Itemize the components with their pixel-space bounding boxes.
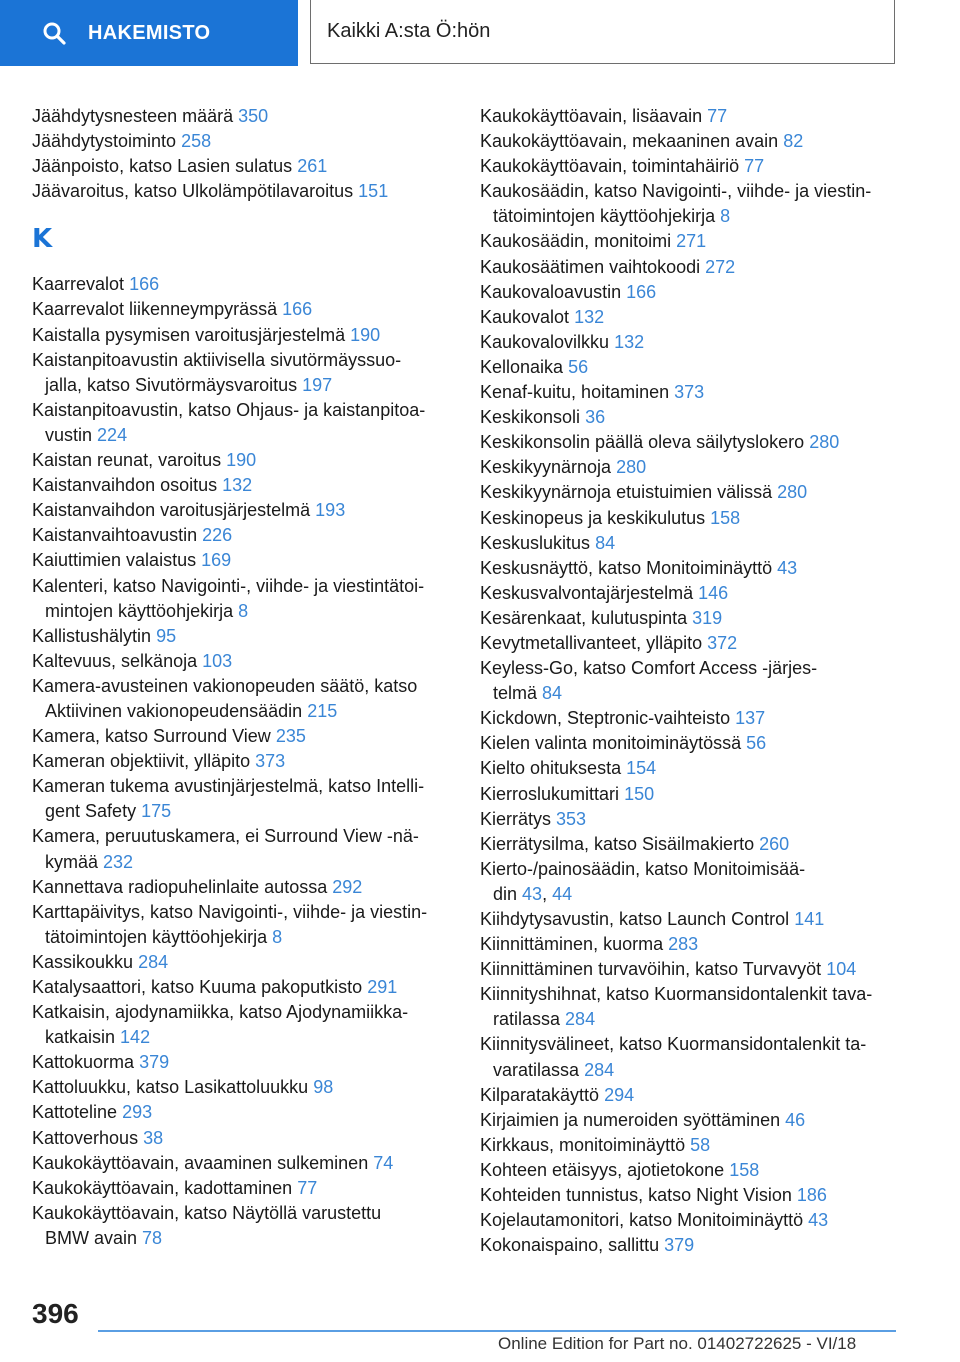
index-entry (32, 473, 452, 498)
entry-text: Kirkkaus, monitoiminäyttö (480, 1134, 686, 1155)
index-entry (32, 749, 452, 774)
entry-text: tätoimintojen käyttöohjekirja (493, 206, 716, 227)
entry-text: Jäänpoisto, katso Lasien sulatus (32, 156, 293, 177)
index-entry (480, 229, 900, 254)
entry-text: Kaukokäyttöavain, avaaminen sulkeminen (32, 1152, 369, 1173)
entry-text: Keskinopeus ja keskikulutus (480, 507, 706, 528)
entry-text: vustin (45, 424, 93, 445)
index-entry (32, 950, 452, 975)
entry-text: Kevytmetallivanteet, ylläpito (480, 632, 703, 653)
entry-text: Kattoteline (32, 1102, 118, 1123)
entry-text: Kiinnittäminen, kuorma (480, 934, 664, 955)
entry-text: tätoimintojen käyttöohjekirja (45, 926, 268, 947)
page-link[interactable]: 319 (692, 607, 723, 628)
index-entry (480, 305, 900, 330)
page-link[interactable]: 166 (282, 299, 313, 320)
index-entry (480, 932, 900, 957)
entry-text: Jäähdytystoiminto (32, 131, 177, 152)
entry-text: Kaukokäyttöavain, toimintahäiriö (480, 156, 740, 177)
index-entry (480, 104, 900, 129)
index-entry (480, 1083, 900, 1108)
page-link[interactable]: 280 (777, 482, 808, 503)
page-link[interactable]: 379 (139, 1052, 170, 1073)
entry-text: Kamera, katso Surround View (32, 726, 271, 747)
page-link[interactable]: 353 (556, 808, 587, 829)
index-entry (32, 104, 452, 129)
index-entry (480, 1208, 900, 1233)
entry-text: Kiinnityshihnat, katso Kuormansidontalenkit tava- (480, 984, 873, 1005)
entry-text: Kickdown, Steptronic-vaihteisto (480, 708, 731, 729)
entry-text: Kameran tukema avustinjärjestelmä, katso Intelli- (32, 776, 425, 797)
page-number: 396 (32, 1298, 79, 1329)
page-link[interactable]: 43 (777, 557, 798, 578)
edition-note: Online Edition for Part no. 01402722625 - VI/18 (498, 1334, 857, 1353)
index-entry (32, 975, 452, 1000)
page-link[interactable]: 197 (302, 374, 333, 395)
page-link[interactable]: 132 (222, 475, 253, 496)
entry-text: Kiihdytysavustin, katso Launch Control (480, 909, 790, 929)
index-entry (32, 574, 452, 624)
page-link[interactable]: 293 (122, 1102, 153, 1123)
page-link[interactable]: 158 (729, 1159, 760, 1180)
entry-text: Kamera-avusteinen vakionopeuden säätö, katso (32, 675, 418, 696)
index-entry (32, 1176, 452, 1201)
index-entry (480, 832, 900, 857)
entry-text: Katkaisin, ajodynamiikka, katso Ajodynamiikka- (32, 1002, 409, 1023)
index-entry (32, 498, 452, 523)
page-link[interactable]: 46 (785, 1109, 806, 1130)
entry-text: Kamera, peruutuskamera, ei Surround View -nä- (32, 826, 419, 847)
page-link[interactable]: 186 (796, 1185, 827, 1206)
page-link[interactable]: 372 (707, 632, 738, 653)
index-entry (32, 649, 452, 674)
entry-text: Kaistanpitoavustin, katso Ohjaus- ja kaistanpitoa- (32, 399, 426, 420)
entry-text: Kaukovalovilkku (480, 331, 610, 352)
page-link[interactable]: 56 (568, 356, 589, 377)
entry-text: Kierrätysilma, katso Sisäilmakierto (480, 833, 755, 854)
page-link[interactable]: 190 (350, 324, 381, 345)
entry-text: kymää (45, 851, 99, 872)
index-entry (32, 900, 452, 950)
page-link[interactable]: 36 (585, 407, 606, 428)
entry-text: Keskusnäyttö, katso Monitoiminäyttö (480, 557, 773, 578)
page-link[interactable]: 292 (332, 876, 363, 897)
page-link[interactable]: 158 (710, 507, 741, 528)
index-entry (32, 724, 452, 749)
page-link[interactable]: 74 (373, 1152, 394, 1173)
entry-text: Aktiivinen vakionopeudensäädin (45, 700, 303, 721)
page-link[interactable]: 284 (138, 951, 169, 972)
page-link[interactable]: 379 (664, 1235, 695, 1256)
index-entry (480, 355, 900, 380)
page-link[interactable]: 142 (120, 1027, 151, 1048)
index-entry (32, 1151, 452, 1176)
entry-text: Kaarrevalot (32, 274, 125, 295)
page-link[interactable]: 154 (626, 758, 657, 779)
index-entry (480, 1133, 900, 1158)
entry-text: Kokonaispaino, sallittu (480, 1235, 660, 1256)
entry-text: Kaltevuus, selkänoja (32, 650, 198, 671)
index-entry (480, 556, 900, 581)
entry-text: Kaukosäätimen vaihtokoodi (480, 256, 701, 277)
index-entry (480, 330, 900, 355)
index-entry (480, 1108, 900, 1133)
index-entry (480, 706, 900, 731)
entry-text: Keskikyynärnoja (480, 457, 612, 478)
page-link[interactable]: 235 (275, 726, 306, 747)
index-entry (480, 581, 900, 606)
page-link[interactable]: 137 (735, 708, 766, 729)
index-entry (32, 1075, 452, 1100)
entry-text: Kohteen etäisyys, ajotietokone (480, 1159, 725, 1180)
page-link[interactable]: 226 (202, 525, 233, 546)
entry-text: Keskikyynärnoja etuistuimien välissä (480, 482, 773, 503)
search-button-label: HAKEMISTO (88, 21, 211, 44)
page-link[interactable]: 8 (272, 926, 283, 947)
page-link[interactable]: 150 (624, 783, 655, 804)
footer-divider (98, 1330, 896, 1332)
index-entry (480, 656, 900, 706)
index-entry (480, 782, 900, 807)
entry-text: Kaistanvaihtoavustin (32, 525, 198, 546)
index-entry (480, 129, 900, 154)
index-entry (480, 455, 900, 480)
index-entry (32, 674, 452, 724)
page-link[interactable]: 175 (141, 801, 172, 822)
index-entry (32, 448, 452, 473)
entry-text: Kaukovaloavustin (480, 281, 622, 302)
page-link[interactable]: 261 (297, 156, 328, 177)
index-entry (480, 154, 900, 179)
entry-text: Kaukosäädin, monitoimi (480, 231, 672, 252)
page-link[interactable]: 284 (565, 1009, 596, 1030)
entry-text: ratilassa (493, 1009, 561, 1030)
entry-text: Kenaf-kuitu, hoitaminen (480, 382, 670, 403)
entry-text: Kiinnitysvälineet, katso Kuormansidontalenkit ta- (480, 1034, 867, 1055)
page-link[interactable]: 78 (142, 1227, 163, 1248)
page-link[interactable]: 43 (522, 883, 543, 904)
page-link[interactable]: 84 (595, 532, 616, 553)
index-entry (480, 1183, 900, 1208)
page-link[interactable]: 294 (604, 1084, 635, 1105)
entry-text: Kellonaika (480, 356, 564, 377)
entry-text: Katalysaattori, katso Kuuma pakoputkisto (32, 977, 363, 997)
entry-text: Kannettava radiopuhelinlaite autossa (32, 876, 328, 897)
entry-text: Kaukokäyttöavain, katso Näytöllä varustettu (32, 1202, 382, 1223)
entry-text: Kesärenkaat, kulutuspinta (480, 607, 688, 628)
index-entry (480, 506, 900, 531)
entry-text: Kaistanvaihdon osoitus (32, 475, 218, 496)
index-entry (480, 1032, 900, 1082)
page-link[interactable]: 132 (574, 306, 605, 327)
page-link[interactable]: 95 (156, 625, 177, 646)
entry-text: Karttapäivitys, katso Navigointi-, viihde- ja viestin- (32, 901, 428, 922)
index-entry (32, 348, 452, 398)
page-link[interactable]: 77 (707, 106, 728, 126)
index-entry (32, 272, 452, 297)
entry-text: Kaarrevalot liikenneympyrässä (32, 299, 278, 320)
entry-text: Kielen valinta monitoiminäytössä (480, 733, 742, 754)
page-link[interactable]: 56 (746, 733, 767, 754)
index-entry (32, 398, 452, 448)
index-entry (480, 380, 900, 405)
index-entry (32, 824, 452, 874)
entry-text: Kaukovalot (480, 306, 570, 327)
entry-text: jalla, katso Sivutörmäysvaroitus (45, 374, 298, 395)
entry-text: Kattoluukku, katso Lasikattoluukku (32, 1077, 309, 1098)
page-link[interactable]: 44 (552, 883, 573, 904)
index-entry (480, 807, 900, 832)
index-entry (480, 405, 900, 430)
index-entry (32, 154, 452, 179)
index-entry (480, 179, 900, 229)
index-column-left (32, 104, 452, 1251)
entry-text: mintojen käyttöohjekirja (45, 600, 234, 621)
entry-text: Jäähdytysnesteen määrä (32, 106, 234, 126)
entry-text: Kameran objektiivit, ylläpito (32, 751, 251, 772)
entry-text: varatilassa (493, 1059, 580, 1080)
index-entry (480, 606, 900, 631)
page-link[interactable]: 8 (238, 600, 249, 621)
index-entry (480, 1233, 900, 1258)
index-entry (32, 1201, 452, 1251)
page-link[interactable]: 284 (584, 1059, 615, 1080)
entry-text: Keyless-Go, katso Comfort Access -järjes- (480, 658, 818, 679)
page-link[interactable]: 77 (744, 156, 765, 177)
entry-text: Kattoverhous (32, 1127, 139, 1148)
entry-text: Kaukokäyttöavain, mekaaninen avain (480, 131, 779, 152)
page-link[interactable]: 166 (129, 274, 160, 295)
page-link[interactable]: 146 (698, 582, 729, 603)
entry-text: gent Safety (45, 801, 137, 822)
index-entry (32, 297, 452, 322)
entry-text: Kierto-/painosäädin, katso Monitoimisää- (480, 858, 806, 879)
entry-text: Kierroslukumittari (480, 783, 620, 804)
index-entry (480, 907, 900, 932)
page-link[interactable]: 224 (97, 424, 128, 445)
index-entry (480, 280, 900, 305)
entry-text: Kassikoukku (32, 951, 134, 972)
page-link[interactable]: 141 (794, 909, 825, 929)
entry-text: Keskikonsoli (480, 407, 581, 428)
page-link[interactable]: 291 (367, 977, 398, 997)
index-entry (32, 523, 452, 548)
page-link[interactable]: 82 (783, 131, 804, 152)
index-column-right (480, 104, 900, 1258)
entry-text: Jäävaroitus, katso Ulkolämpötilavaroitus (32, 181, 354, 202)
entry-text: Kohteiden tunnistus, katso Night Vision (480, 1185, 792, 1206)
entry-text: Kielto ohituksesta (480, 758, 622, 779)
page-link[interactable]: 272 (705, 256, 736, 277)
page-link[interactable]: 98 (313, 1077, 334, 1098)
index-entry (480, 1158, 900, 1183)
index-entry (32, 129, 452, 154)
entry-text: Kaistanvaihdon varoitusjärjestelmä (32, 500, 311, 521)
entry-text: Kiinnittäminen turvavöihin, katso Turvavyöt (480, 959, 822, 980)
entry-text: Keskikonsolin päällä oleva säilytyslokero (480, 432, 805, 453)
page-link[interactable]: 280 (809, 432, 840, 453)
page-link[interactable]: 43 (808, 1210, 829, 1231)
index-entry (32, 875, 452, 900)
section-letter: K (32, 224, 53, 255)
index-entry (480, 982, 900, 1032)
page-link[interactable]: 193 (315, 500, 346, 521)
entry-text: Kierrätys (480, 808, 552, 829)
page-link[interactable]: 38 (143, 1127, 164, 1148)
entry-text: Keskusvalvontajärjestelmä (480, 582, 694, 603)
entry-text: Kaukosäädin, katso Navigointi-, viihde- ja viestin- (480, 181, 872, 202)
page-link[interactable]: 8 (720, 206, 731, 227)
page-link[interactable]: 132 (614, 331, 645, 352)
page-link[interactable]: 151 (358, 181, 389, 202)
page-link[interactable]: 77 (297, 1177, 318, 1198)
page-link[interactable]: 190 (226, 450, 257, 471)
search-icon (42, 21, 66, 45)
index-entry (480, 731, 900, 756)
index-entry (480, 531, 900, 556)
entry-text: Kojelautamonitori, katso Monitoiminäyttö (480, 1210, 804, 1231)
page-link[interactable]: 280 (616, 457, 647, 478)
entry-text: Kaistan reunat, varoitus (32, 450, 222, 471)
page-link[interactable]: 283 (668, 934, 699, 955)
entry-text: Kaukokäyttöavain, kadottaminen (32, 1177, 293, 1198)
index-entry (480, 631, 900, 656)
entry-text: Kaistanpitoavustin aktiivisella sivutörmäyssuo- (32, 349, 402, 370)
entry-text: Keskuslukitus (480, 532, 591, 553)
entry-text: din (493, 883, 518, 904)
entry-text: Kalenteri, katso Navigointi-, viihde- ja viestintätoi- (32, 575, 425, 596)
entry-text: BMW avain (45, 1227, 138, 1248)
index-entry (480, 480, 900, 505)
page-link[interactable]: 215 (307, 700, 338, 721)
page-link[interactable]: 232 (103, 851, 134, 872)
page-link[interactable]: 166 (626, 281, 657, 302)
section-title-box (310, 0, 895, 64)
entry-text: Kaiuttimien valaistus (32, 550, 197, 571)
index-entry (32, 179, 452, 204)
entry-text: Kirjaimien ja numeroiden syöttäminen (480, 1109, 781, 1130)
index-entry: Kierto-/painosäädin, katso Monitoimisää- din 43, 44 (480, 858, 806, 904)
page-link[interactable]: 350 (238, 106, 269, 126)
index-entry (32, 323, 452, 348)
entry-text: Kattokuorma (32, 1052, 135, 1073)
page-link[interactable]: 373 (255, 751, 286, 772)
entry-text: katkaisin (45, 1027, 116, 1048)
entry-text: Kallistushälytin (32, 625, 152, 646)
index-entry (480, 255, 900, 280)
section-title: Kaikki A:sta Ö:hön (327, 20, 491, 42)
index-entry (480, 957, 900, 982)
index-entry (32, 1100, 452, 1125)
page-link[interactable]: 58 (690, 1134, 711, 1155)
index-entry (32, 548, 452, 573)
entry-text: Kaukokäyttöavain, lisäavain (480, 106, 703, 126)
page-link[interactable]: 271 (676, 231, 707, 252)
entry-text: telmä (493, 683, 538, 704)
header (0, 0, 960, 66)
page-link[interactable]: 260 (759, 833, 790, 854)
entry-text: Kilparatakäyttö (480, 1084, 600, 1105)
index-entry (32, 624, 452, 649)
index-entry (32, 1000, 452, 1050)
page-link[interactable]: 104 (826, 959, 857, 980)
index-search-button[interactable] (0, 0, 298, 66)
page-link[interactable]: 84 (542, 683, 563, 704)
index-entry (32, 1050, 452, 1075)
index-entry (480, 756, 900, 781)
index-entry (32, 1126, 452, 1151)
index-entry (480, 430, 900, 455)
index-entry (32, 774, 452, 824)
entry-text: Kaistalla pysymisen varoitusjärjestelmä (32, 324, 346, 345)
page-link[interactable]: 169 (201, 550, 232, 571)
page-link[interactable]: 103 (202, 650, 233, 671)
page-link[interactable]: 258 (181, 131, 212, 152)
page-link[interactable]: 373 (674, 382, 705, 403)
